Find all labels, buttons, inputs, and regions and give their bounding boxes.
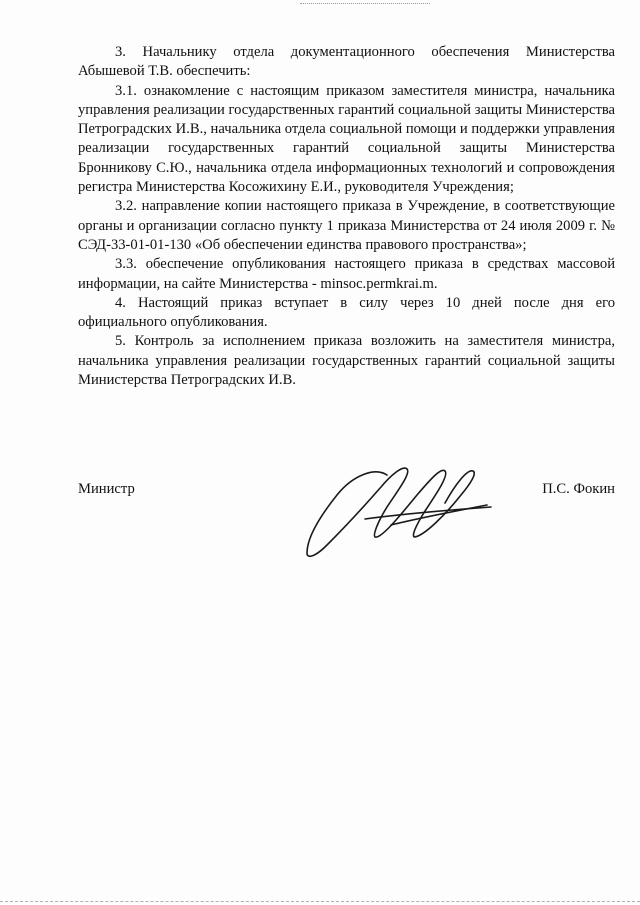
signatory-name: П.С. Фокин — [542, 481, 615, 497]
scan-artifact-line — [300, 3, 430, 5]
paragraph-5: 5. Контроль за исполнением приказа возложить на заместителя министра, начальника управления реализации государственных гарантий социальной защиты Министерства Петроградских И.В. — [78, 333, 615, 389]
paragraph-3-1: 3.1. ознакомление с настоящим приказом заместителя министра, начальника управления реализации государственных гарантий социальной защиты Министерства Петроградских И.В., начальника отдела социальной помощи и поддержки управления реализации государственных гарантий социальной защиты Министерства Бронникову С.Ю., начальника отдела информационных технологий и сопровождения регистра Министерства Косожихину Е.И., руководителя Учреждения; — [78, 82, 615, 196]
document-body — [78, 43, 615, 390]
signatory-title: Министр — [78, 481, 135, 497]
paragraph-3-2: 3.2. направление копии настоящего приказа в Учреждение, в соответствующие органы и организации согласно пункту 1 приказа Министерства от 24 июля 2009 г. № СЭД-33-01-01-130 «Об обеспечении единства правового пространства»; — [78, 198, 615, 253]
paragraph-3-3: 3.3. обеспечение опубликования настоящего приказа в средствах массовой информации, на сайте Министерства - minsoc.permkrai.m. — [78, 256, 615, 292]
handwritten-signature — [295, 455, 495, 565]
scan-artifact-line-bottom — [0, 901, 640, 903]
paragraph-3: 3. Начальнику отдела документационного обеспечения Министерства Абышевой Т.В. обеспечить: — [78, 44, 615, 80]
paragraph-4: 4. Настоящий приказ вступает в силу через 10 дней после дня его официального опубликования. — [78, 294, 615, 331]
